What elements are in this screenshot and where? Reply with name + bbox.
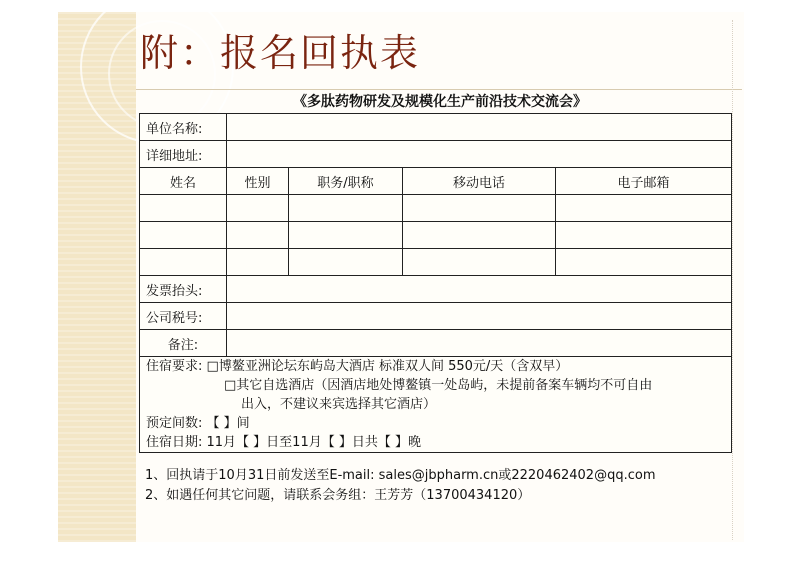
lodging-label: 住宿要求: <box>146 359 203 374</box>
note-contact: 2、如遇任何其它问题，请联系会务组：王芳芳（13700434120） <box>145 488 531 503</box>
title-divider <box>136 89 742 90</box>
header-gender: 性别 <box>227 168 289 195</box>
lodging-section <box>140 357 732 453</box>
unit-name-label: 单位名称: <box>140 114 227 141</box>
attendee-row <box>140 222 732 249</box>
header-mobile: 移动电话 <box>403 168 556 195</box>
attendee-mobile-cell[interactable] <box>403 195 556 222</box>
attendee-gender-cell[interactable] <box>227 222 289 249</box>
invoice-label: 发票抬头: <box>140 276 227 303</box>
attendee-name-cell[interactable] <box>140 222 227 249</box>
address-row <box>140 141 732 168</box>
lodging-option-other[interactable]: □其它自选酒店（因酒店地处博鳌镇一处岛屿，未提前备案车辆均不可自由 <box>224 378 653 393</box>
attendee-gender-cell[interactable] <box>227 249 289 276</box>
attendee-title-cell[interactable] <box>289 195 403 222</box>
unit-name-field[interactable] <box>227 114 732 141</box>
header-title: 职务/职称 <box>289 168 403 195</box>
remarks-field[interactable] <box>227 330 732 357</box>
lodging-dates[interactable]: 住宿日期: 11月【 】日至11月【 】日共【 】晚 <box>146 435 421 450</box>
lodging-option-other-note: 出入，不建议来宾选择其它酒店） <box>241 397 437 412</box>
note-submission: 1、回执请于10月31日前发送至E-mail: sales@jbpharm.cn或2220462402@qq.com <box>145 468 656 483</box>
invoice-field[interactable] <box>227 276 732 303</box>
header-name: 姓名 <box>140 168 227 195</box>
footer-notes <box>145 466 655 506</box>
attendee-name-cell[interactable] <box>140 249 227 276</box>
attendee-mobile-cell[interactable] <box>403 249 556 276</box>
remarks-row <box>140 330 732 357</box>
attendee-row <box>140 195 732 222</box>
attendee-email-cell[interactable] <box>556 222 732 249</box>
remarks-label: 备注: <box>140 330 227 357</box>
tax-id-label: 公司税号: <box>140 303 227 330</box>
tax-id-field[interactable] <box>227 303 732 330</box>
attendee-title-cell[interactable] <box>289 249 403 276</box>
attendee-mobile-cell[interactable] <box>403 222 556 249</box>
unit-name-row <box>140 114 732 141</box>
attendee-title-cell[interactable] <box>289 222 403 249</box>
lodging-row <box>140 357 732 453</box>
lodging-rooms[interactable]: 预定间数: 【 】间 <box>146 416 250 431</box>
attendee-gender-cell[interactable] <box>227 195 289 222</box>
registration-form <box>139 113 732 453</box>
attendee-row <box>140 249 732 276</box>
header-email: 电子邮箱 <box>556 168 732 195</box>
attendee-name-cell[interactable] <box>140 195 227 222</box>
address-label: 详细地址: <box>140 141 227 168</box>
page-title: 附：报名回执表 <box>140 31 421 75</box>
attendee-email-cell[interactable] <box>556 195 732 222</box>
lodging-option-hotel[interactable]: □博鳌亚洲论坛东屿岛大酒店 标准双人间 550元/天（含双早） <box>206 359 569 374</box>
tax-id-row <box>140 303 732 330</box>
lodging-line-1 <box>146 357 725 376</box>
conference-title: 《多肽药物研发及规模化生产前沿技术交流会》 <box>293 94 587 110</box>
attendee-email-cell[interactable] <box>556 249 732 276</box>
attendee-header-row <box>140 168 732 195</box>
invoice-row <box>140 276 732 303</box>
address-field[interactable] <box>227 141 732 168</box>
